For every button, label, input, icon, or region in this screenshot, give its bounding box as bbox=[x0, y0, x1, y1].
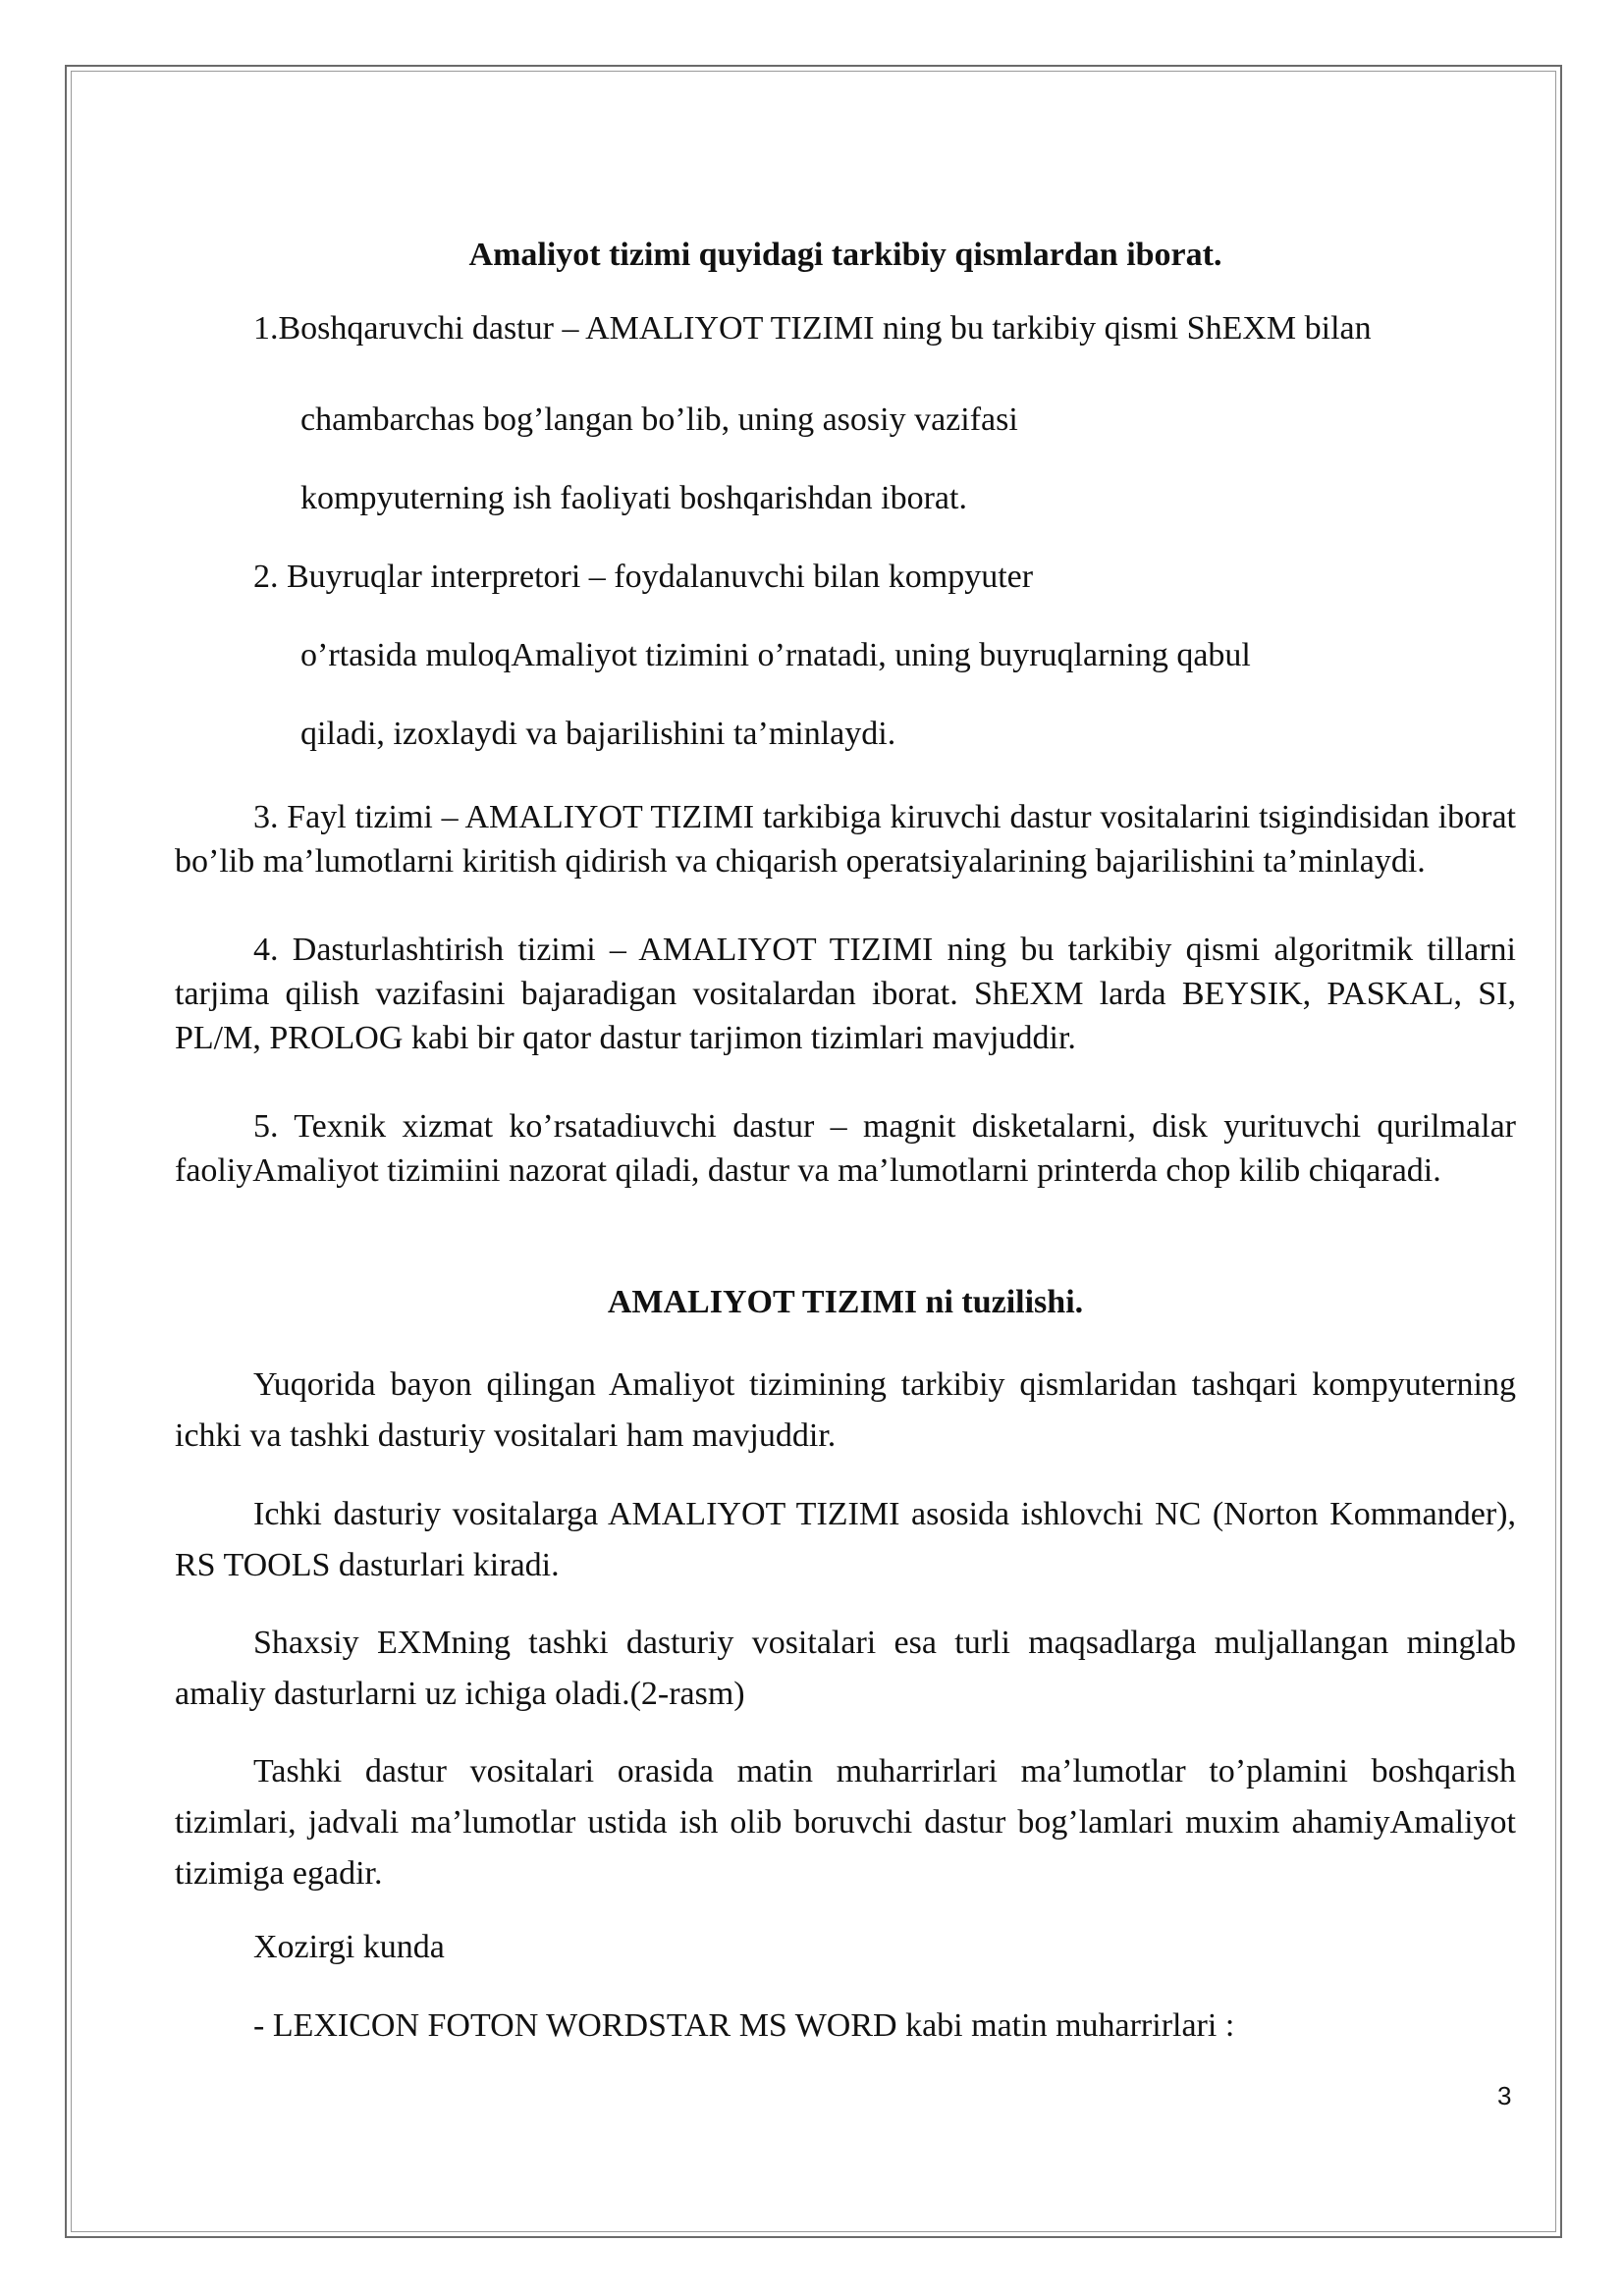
list-item-4: 4. Dasturlashtirish tizimi – AMALIYOT TIZIMI ning bu tarkibiy qismi algoritmik tillarni tarjima qilish vazifasini bajaradigan vositalardan iborat. ShEXM larda BEYSIK, PASKAL, SI, PL/M, PROLOG kabi bir qator dastur tarjimon tizimlari mavjuddir. bbox=[175, 932, 1516, 1056]
list-item-2: 2. Buyruqlar interpretori – foydalanuvchi bilan kompyuter bbox=[253, 559, 1034, 595]
paragraph-6: - LEXICON FOTON WORDSTAR MS WORD kabi matin muharrirlari : bbox=[253, 2007, 1235, 2044]
paragraph-3: Shaxsiy EXMning tashki dasturiy vositalari esa turli maqsadlarga muljallangan minglab amaliy dasturlarni uz ichiga oladi.(2-rasm) bbox=[175, 1625, 1516, 1712]
page-number: 3 bbox=[1497, 2081, 1512, 2110]
paragraph-2: Ichki dasturiy vositalarga AMALIYOT TIZIMI asosida ishlovchi NC (Norton Kommander), RS TOOLS dasturlari kiradi. bbox=[175, 1496, 1516, 1583]
list-item-2-line-3: qiladi, izoxlaydi va bajarilishini ta’minlaydi. bbox=[300, 716, 896, 752]
list-item-1: 1.Boshqaruvchi dastur – AMALIYOT TIZIMI ning bu tarkibiy qismi ShEXM bilan bbox=[253, 310, 1372, 347]
list-item-1-line-2: chambarchas bog’langan bo’lib, uning asosiy vazifasi bbox=[300, 401, 1018, 438]
list-item-2-line-2: o’rtasida muloqAmaliyot tizimini o’rnatadi, uning buyruqlarning qabul bbox=[300, 637, 1251, 673]
paragraph-1: Yuqorida bayon qilingan Amaliyot tizimining tarkibiy qismlaridan tashqari kompyuterning ichki va tashki dasturiy vositalari ham mavjuddir. bbox=[175, 1366, 1516, 1454]
list-item-1-line-3: kompyuterning ish faoliyati boshqarishdan iborat. bbox=[300, 480, 967, 516]
list-item-5: 5. Texnik xizmat ko’rsatadiuvchi dastur – magnit disketalarni, disk yurituvchi qurilmalar faoliyAmaliyot tizimiini nazorat qiladi, dastur va ma’lumotlarni printerda chop kilib chiqaradi. bbox=[175, 1108, 1516, 1189]
list-item-3: 3. Fayl tizimi – AMALIYOT TIZIMI tarkibiga kiruvchi dastur vositalarini tsigindisidan iborat bo’lib ma’lumotlarni kiritish qidirish va chiqarish operatsiyalarining bajarilishini ta’minlaydi. bbox=[175, 799, 1516, 880]
section-heading-components: Amaliyot tizimi quyidagi tarkibiy qismlardan iborat. bbox=[468, 237, 1222, 273]
section-heading-structure: AMALIYOT TIZIMI ni tuzilishi. bbox=[607, 1284, 1084, 1320]
paragraph-4: Tashki dastur vositalari orasida matin muharrirlari ma’lumotlar to’plamini boshqarish tizimlari, jadvali ma’lumotlar ustida ish olib boruvchi dastur bog’lamlari muxim ahamiyAmaliyot tizimiga egadir. bbox=[175, 1753, 1516, 1892]
paragraph-5: Xozirgi kunda bbox=[253, 1929, 445, 1965]
